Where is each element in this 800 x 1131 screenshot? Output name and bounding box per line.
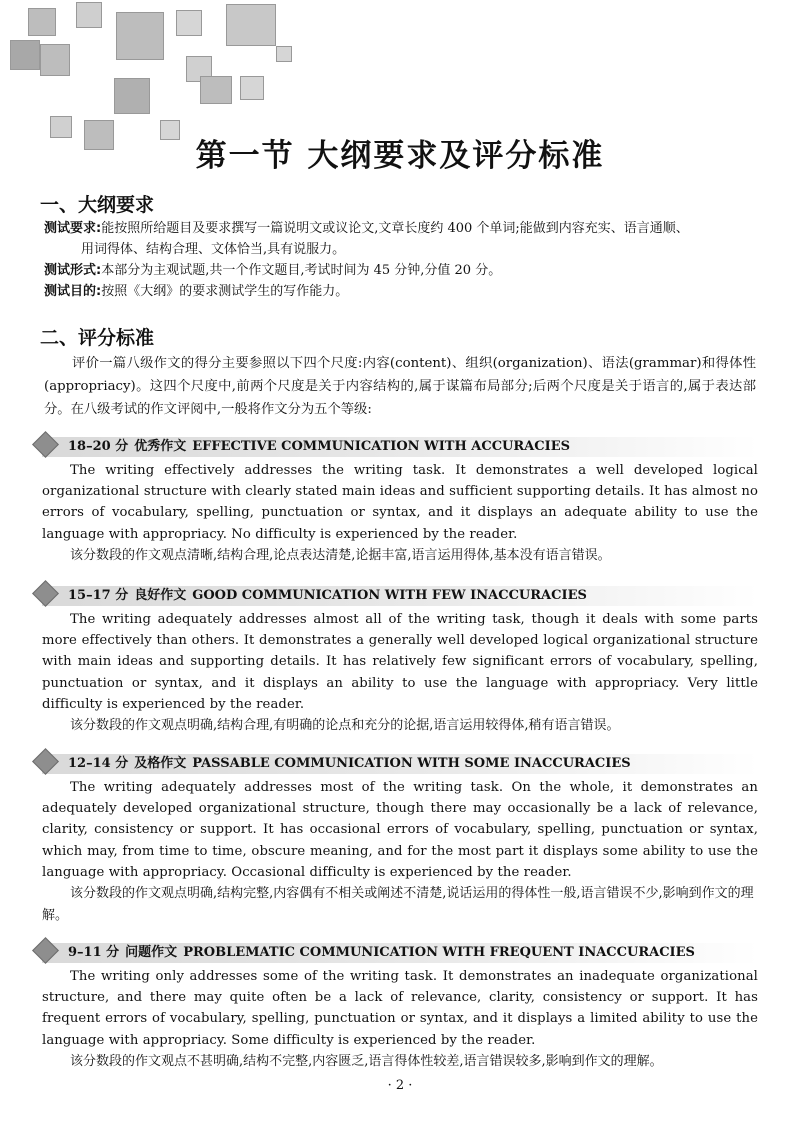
grade-header: 18–20 分 优秀作文 EFFECTIVE COMMUNICATION WITH ACCURACIES: [42, 437, 758, 457]
section-heading-scoring: 二、评分标准: [40, 327, 155, 349]
grade-description-zh: 该分数段的作文观点明确,结构合理,有明确的论点和充分的论据,语言运用较得体,稍有语言错误。: [70, 718, 620, 734]
grade-description-zh: 该分数段的作文观点清晰,结构合理,论点表达清楚,论据丰富,语言运用得体,基本没有语言错误。: [70, 547, 611, 563]
diamond-icon: [32, 748, 59, 775]
section-heading-syllabus: 一、大纲要求: [40, 194, 155, 216]
grade-description-zh: 该分数段的作文观点明确,结构完整,内容偶有不相关或阐述不清楚,说话运用的得体性一般,语言错误不少,影响到作文的理解。: [42, 886, 754, 924]
grade-description-en: The writing adequately addresses almost all of the writing task, though it deals with some parts more effectively than others. It demonstrates a generally well developed logical organizational structure with main ideas and supporting details. It has relatively few significant errors of vocabulary, spelling, punctuation or syntax, and it displays an ability to use the language with appropriacy. Very little difficulty is experienced by the reader.: [42, 612, 758, 712]
requirement-item: 测试目的:按照《大纲》的要求测试学生的写作能力。: [44, 284, 349, 299]
grade-block: [42, 586, 758, 737]
diamond-icon: [32, 937, 59, 964]
scoring-intro: 评价一篇八级作文的得分主要参照以下四个尺度:内容(content)、组织(organization)、语法(grammar)和得体性(appropriacy)。这四个尺度中,前两个尺度是关于内容结构的,属于谋篇布局部分;后两个尺度是关于语言的,属于表达部分。在八级考试的作文评阅中,一般将作文分为五个等级:: [44, 356, 756, 417]
requirements-list: [44, 218, 754, 302]
diamond-icon: [32, 580, 59, 607]
grade-block: [42, 437, 758, 567]
grade-block: [42, 754, 758, 927]
grade-header: 12–14 分 及格作文 PASSABLE COMMUNICATION WITH SOME INACCURACIES: [42, 754, 758, 774]
requirement-item: 测试形式:本部分为主观试题,共一个作文题目,考试时间为 45 分钟,分值 20 分。: [44, 263, 502, 278]
grade-description-en: The writing adequately addresses most of the writing task. On the whole, it demonstrates an adequately developed organizational structure, though there may occasionally be a lack of relevance, clarity, consistency or support. It has occasional errors of vocabulary, spelling, punctuation or syntax, which may, from time to time, obscure meaning, and for the most part it displays some ability to use the language with appropriacy. Occasional difficulty is experienced by the reader.: [42, 780, 758, 880]
requirement-item-cont: 用词得体、结构合理、文体恰当,具有说服力。: [81, 242, 346, 257]
grade-header: 9–11 分 问题作文 PROBLEMATIC COMMUNICATION WITH FREQUENT INACCURACIES: [42, 943, 758, 963]
page-title: 第一节 大纲要求及评分标准: [195, 138, 605, 174]
grade-description-en: The writing effectively addresses the writing task. It demonstrates a well developed logical organizational structure with clearly stated main ideas and sufficient supporting details. It has almost no errors of vocabulary, spelling, punctuation or syntax, and it displays an adequate ability to use the language with appropriacy. No difficulty is experienced by the reader.: [42, 463, 758, 542]
grade-block: [42, 943, 758, 1073]
grade-description-zh: 该分数段的作文观点不甚明确,结构不完整,内容匮乏,语言得体性较差,语言错误较多,影响到作文的理解。: [70, 1053, 663, 1069]
grade-description-en: The writing only addresses some of the writing task. It demonstrates an inadequate organizational structure, and there may quite often be a lack of relevance, clarity, consistency or support. It has frequent errors of vocabulary, spelling, punctuation or syntax, and it displays a limited ability to use the language with appropriacy. Some difficulty is experienced by the reader.: [42, 969, 758, 1048]
grade-header: 15–17 分 良好作文 GOOD COMMUNICATION WITH FEW INACCURACIES: [42, 586, 758, 606]
requirement-item: 测试要求:能按照所给题目及要求撰写一篇说明文或议论文,文章长度约 400 个单词;能做到内容充实、语言通顺、: [44, 221, 689, 236]
page-number: · 2 ·: [387, 1078, 413, 1093]
diamond-icon: [32, 431, 59, 458]
